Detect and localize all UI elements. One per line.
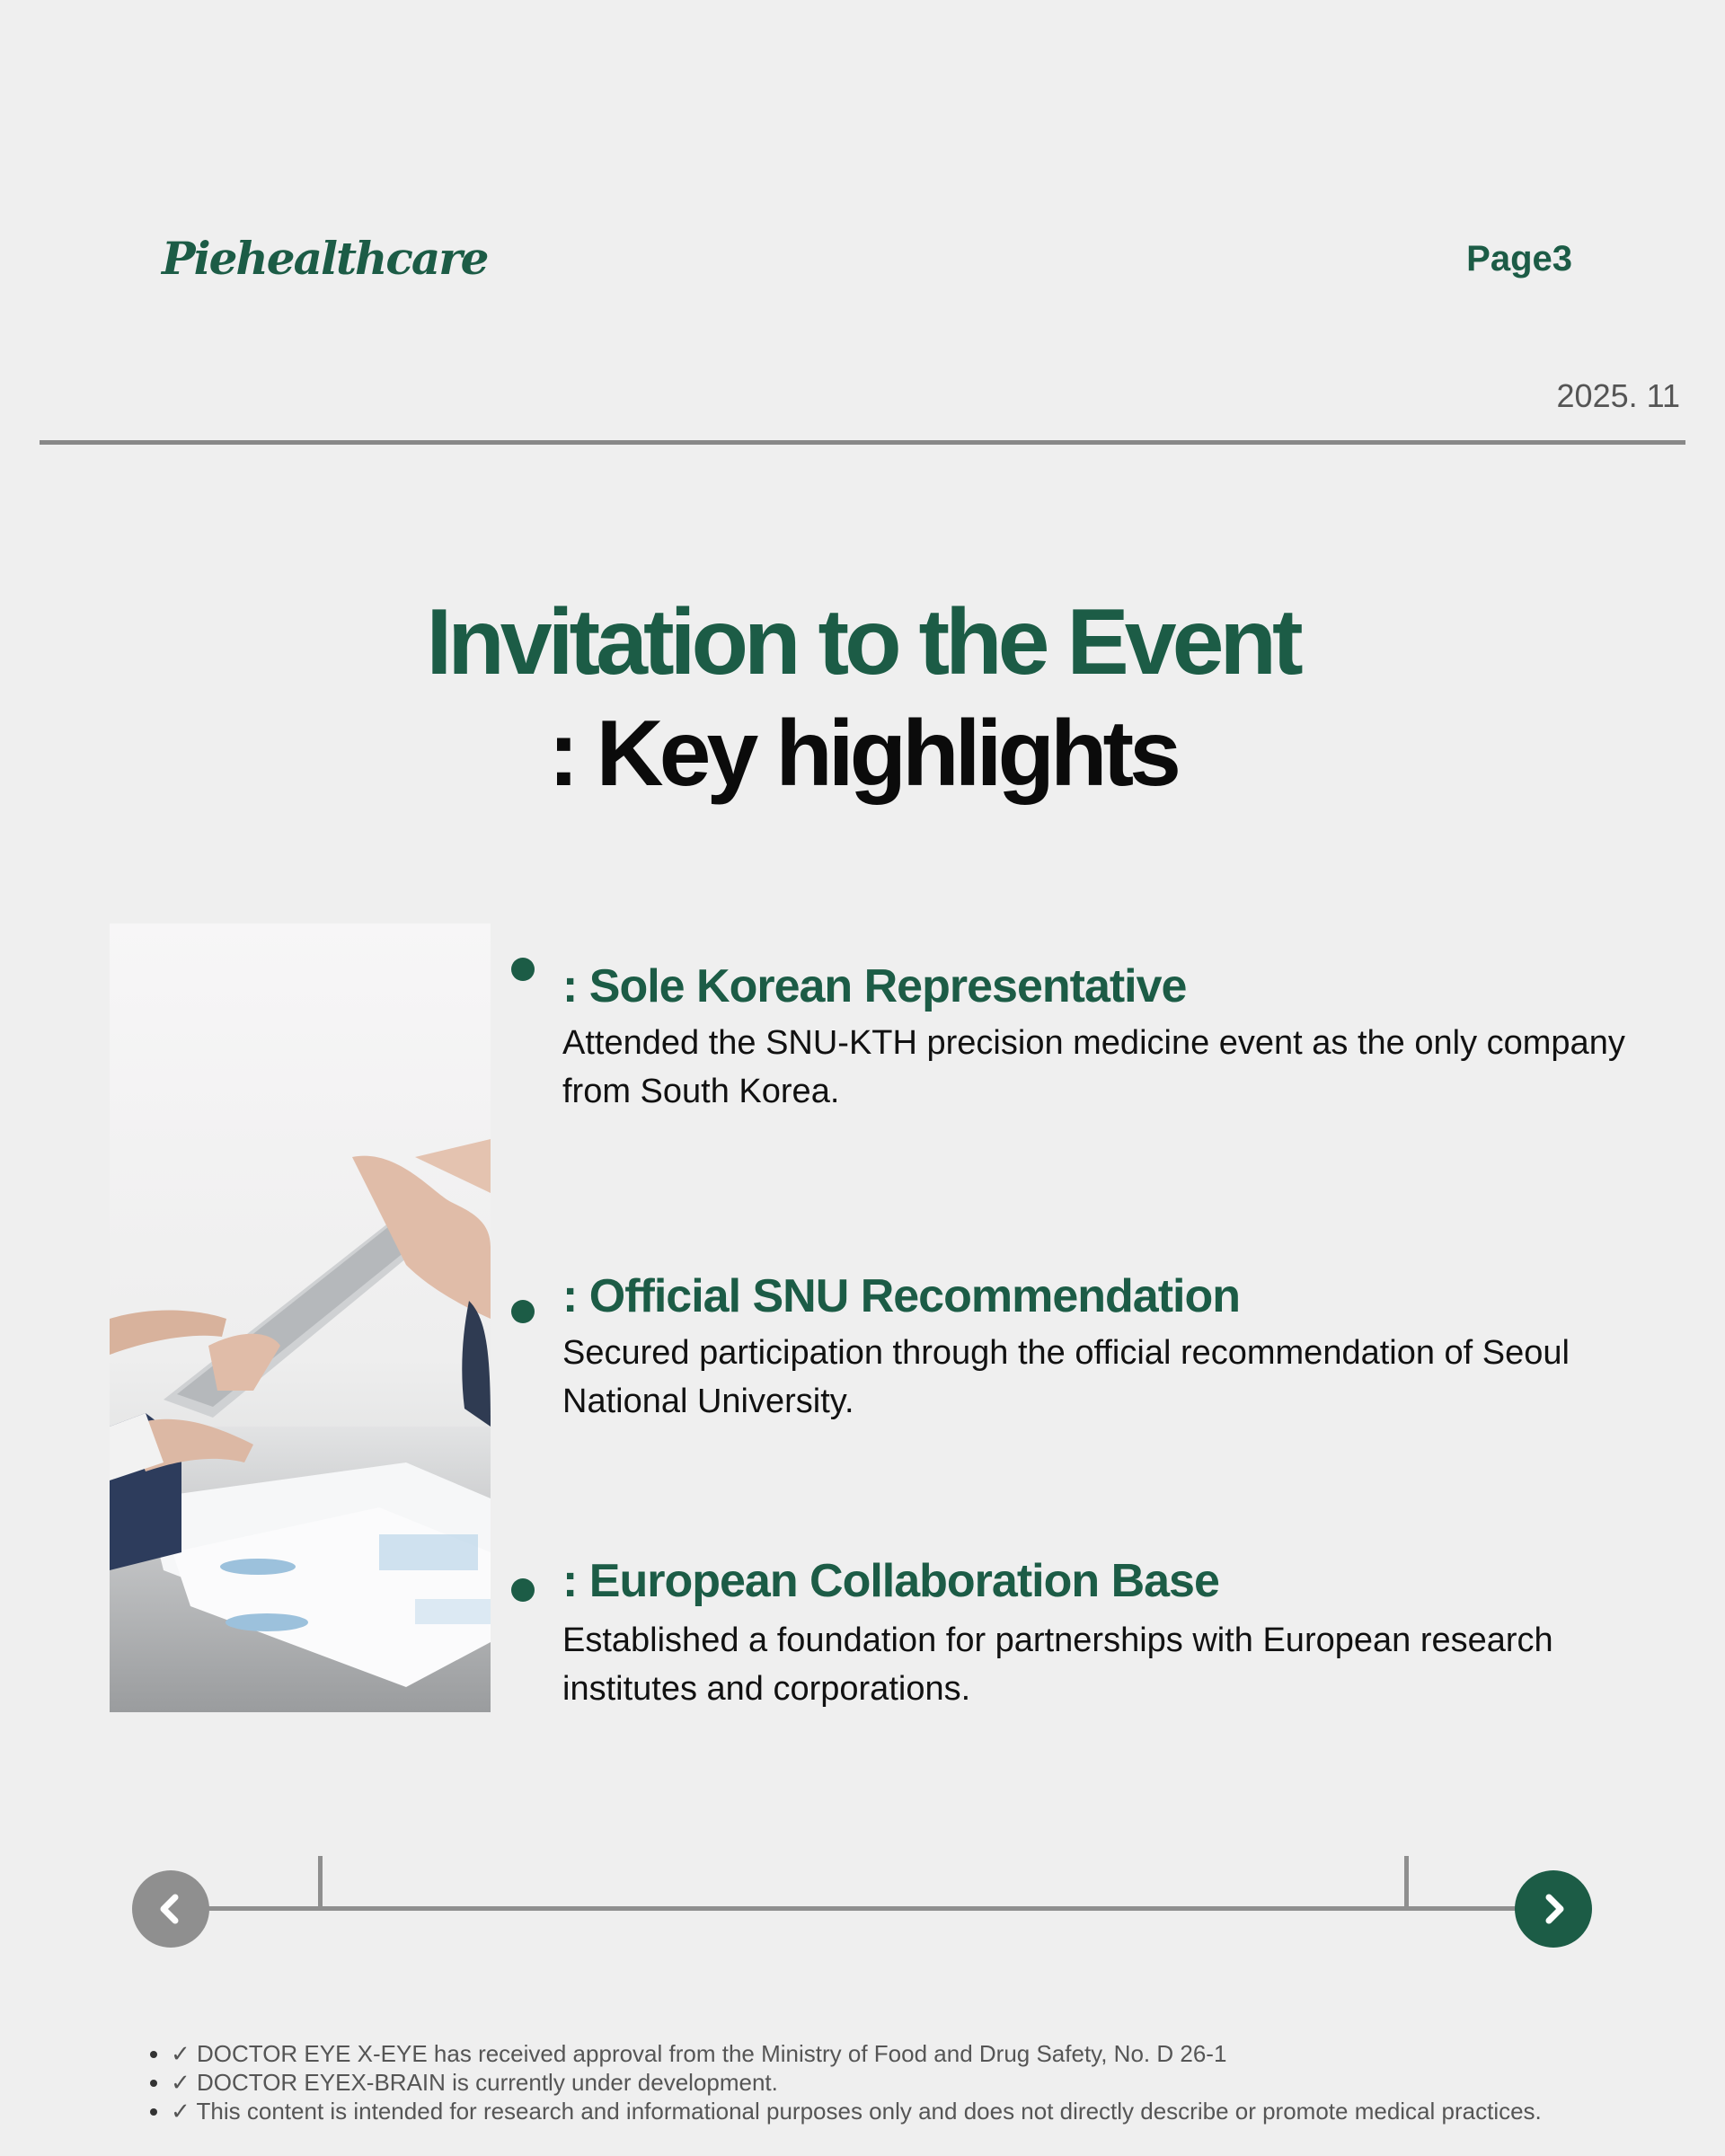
highlight-text-official-snu-recommendation: Secured participation through the official recommendation of Seoul National University. [562, 1334, 1570, 1420]
previous-page-button[interactable] [132, 1870, 209, 1948]
footnote-item: • ✓ DOCTOR EYE X-EYE has received approval from the Ministry of Food and Drug Safety, No. D 26-1 [171, 2039, 1725, 2068]
highlight-text-european-collaboration-base: Established a foundation for partnerships with European research institutes and corporations. [562, 1621, 1553, 1708]
footnote-item: • ✓ DOCTOR EYEX-BRAIN is currently under development. [171, 2068, 1725, 2097]
highlight-text-sole-korean-representative: Attended the SNU-KTH precision medicine event as the only company from South Korea. [562, 1024, 1625, 1110]
company-logo: Piehealthcare [162, 232, 488, 285]
highlight-bullet [511, 1300, 535, 1323]
page-number: Page3 [1466, 239, 1572, 278]
highlight-bullet [511, 958, 535, 981]
highlight-title-official-snu-recommendation: : Official SNU Recommendation [562, 1270, 1240, 1322]
chevron-right-icon [1535, 1891, 1571, 1927]
slider-tick-left [318, 1856, 323, 1908]
chevron-left-icon [153, 1891, 189, 1927]
footnotes-list [117, 2039, 1725, 2125]
business-meeting-photo [110, 923, 491, 1712]
issue-date: 2025. 11 [1556, 377, 1680, 414]
page-slider-track[interactable] [180, 1906, 1563, 1911]
next-page-button[interactable] [1515, 1870, 1592, 1948]
page-title: Invitation to the Event [426, 590, 1299, 694]
header-divider [40, 440, 1685, 445]
highlight-title-european-collaboration-base: : European Collaboration Base [562, 1555, 1219, 1607]
page-subtitle: : Key highlights [548, 702, 1177, 806]
highlight-bullet [511, 1578, 535, 1602]
footnote-item: • ✓ This content is intended for research and informational purposes only and does not directly describe or promote medical practices. [171, 2097, 1725, 2125]
highlight-title-sole-korean-representative: : Sole Korean Representative [562, 960, 1187, 1012]
slider-tick-right [1404, 1856, 1409, 1908]
photo-illustration [110, 923, 491, 1712]
